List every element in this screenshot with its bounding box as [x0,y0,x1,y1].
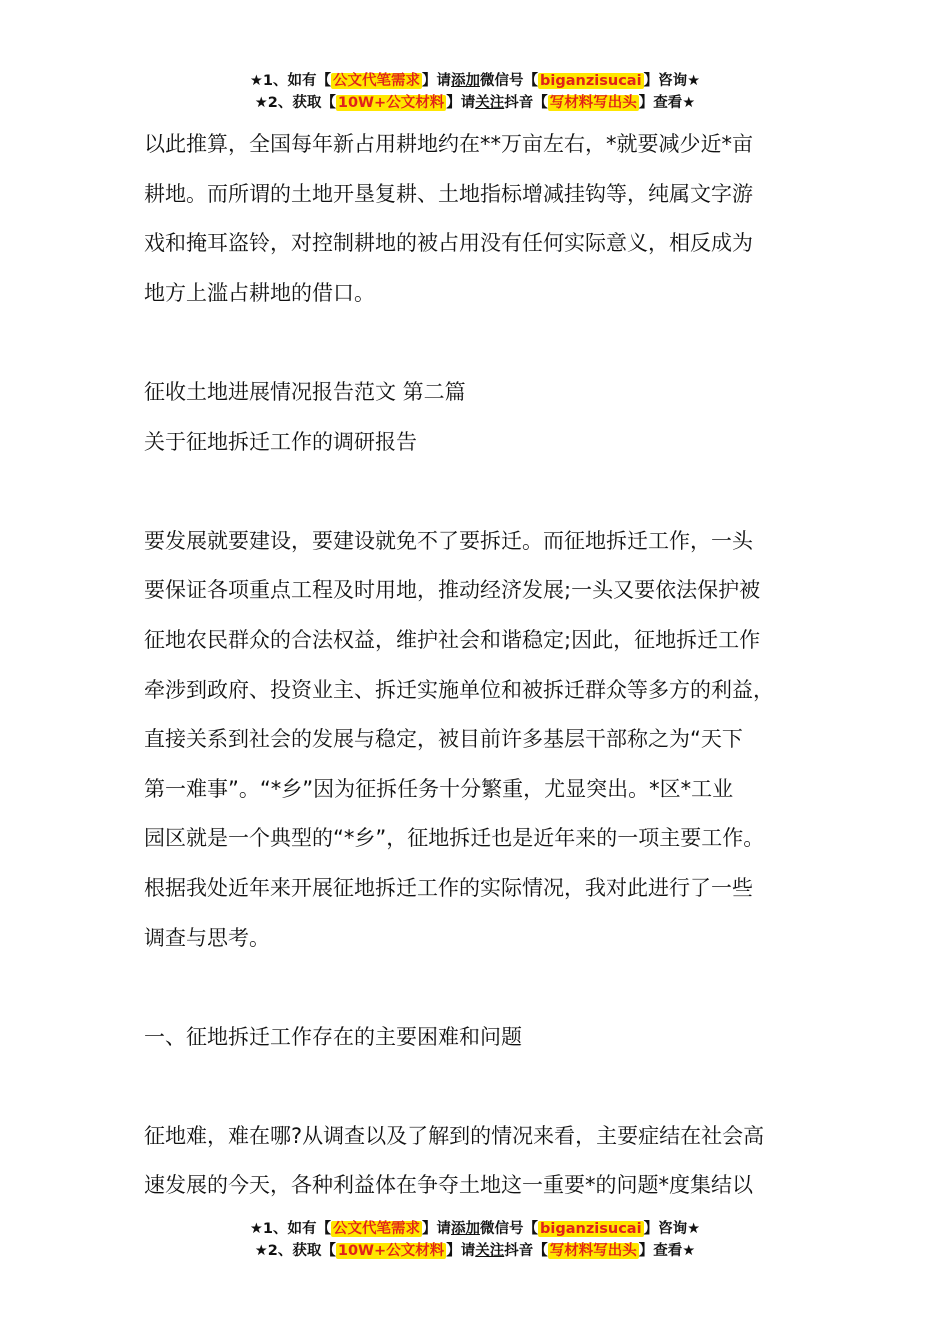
banner-highlight-wechat: biganzisucai [540,73,642,89]
body-line: 征地农民群众的合法权益，维护社会和谐稳定;因此，征地拆迁工作 [144,627,761,652]
banner-text: 】查看★ [638,95,696,111]
banner-highlight-douyin: 写材料写出头 [549,1243,637,1259]
body-line: 要发展就要建设，要建设就免不了要拆迁。而征地拆迁工作，一头 [144,528,753,553]
banner-highlight-douyin: 写材料写出头 [549,95,637,111]
section-heading: 一、征地拆迁工作存在的主要困难和问题 [144,1024,522,1049]
body-line: 戏和掩耳盗铃，对控制耕地的被占用没有任何实际意义，相反成为 [144,231,753,256]
banner-text: 】请 [446,95,476,111]
banner-highlight-materials: 10W+公文材料 [337,1243,445,1259]
banner-text: 】请 [446,1243,476,1259]
banner-text: ★1、如有【 [249,1221,332,1237]
body-line: 以此推算，全国每年新占用耕地约在**万亩左右，*就要减少近*亩 [144,132,753,156]
banner-text: 】查看★ [638,1243,696,1259]
banner-highlight-materials: 10W+公文材料 [337,95,445,111]
banner-text: ★2、获取【 [254,1243,336,1259]
report-title: 关于征地拆迁工作的调研报告 [144,429,417,454]
body-line: 征地难，难在哪?从调查以及了解到的情况来看，主要症结在社会高 [144,1123,765,1148]
banner-underlined-text: 添加 [451,73,481,89]
body-line: 要保证各项重点工程及时用地，推动经济发展;一头又要依法保护被 [144,578,761,603]
banner-line-1 [0,1218,950,1240]
banner-text: 抖音【 [504,1243,548,1259]
section-title: 征收土地进展情况报告范文 第二篇 [144,379,466,404]
banner-line-1 [0,70,950,92]
paragraph-gap [144,963,834,1013]
banner-text: 抖音【 [504,95,548,111]
body-line: 第一难事”。“*乡”因为征拆任务十分繁重，尤显突出。*区*工业 [144,776,734,801]
body-line: 牵涉到政府、投资业主、拆迁实施单位和被拆迁群众等多方的利益， [144,677,774,702]
banner-text: 微信号【 [480,73,539,89]
body-line: 调查与思考。 [144,925,270,950]
body-line: 地方上滥占耕地的借口。 [144,280,375,305]
banner-underlined-text: 添加 [451,1221,481,1237]
banner-underlined-text: 关注 [475,1243,505,1259]
banner-line-2 [0,1240,950,1262]
banner-text: ★1、如有【 [249,73,332,89]
body-line: 耕地。而所谓的土地开垦复耕、土地指标增减挂钩等，纯属文字游 [144,181,753,206]
paragraph-gap [144,318,834,368]
paragraph-gap [144,1062,834,1112]
banner-text: 微信号【 [480,1221,539,1237]
banner-highlight-service: 公文代笔需求 [333,1221,421,1237]
banner-underlined-text: 关注 [475,95,505,111]
banner-text: 】请 [422,73,452,89]
footer-banner [0,1218,950,1262]
banner-highlight-service: 公文代笔需求 [333,73,421,89]
body-line: 速发展的今天，各种利益体在争夺土地这一重要*的问题*度集结以 [144,1173,753,1198]
banner-text: 】咨询★ [643,73,701,89]
banner-text: 】咨询★ [643,1221,701,1237]
banner-line-2 [0,92,950,114]
paragraph-gap [144,467,834,517]
banner-highlight-wechat: biganzisucai [540,1221,642,1237]
banner-text: ★2、获取【 [254,95,336,111]
body-line: 根据我处近年来开展征地拆迁工作的实际情况，我对此进行了一些 [144,875,753,900]
banner-text: 】请 [422,1221,452,1237]
document-body [144,120,834,1211]
header-banner [0,70,950,114]
body-line: 园区就是一个典型的“*乡”，征地拆迁也是近年来的一项主要工作。 [144,826,765,851]
body-line: 直接关系到社会的发展与稳定，被目前许多基层干部称之为“天下 [144,727,743,752]
